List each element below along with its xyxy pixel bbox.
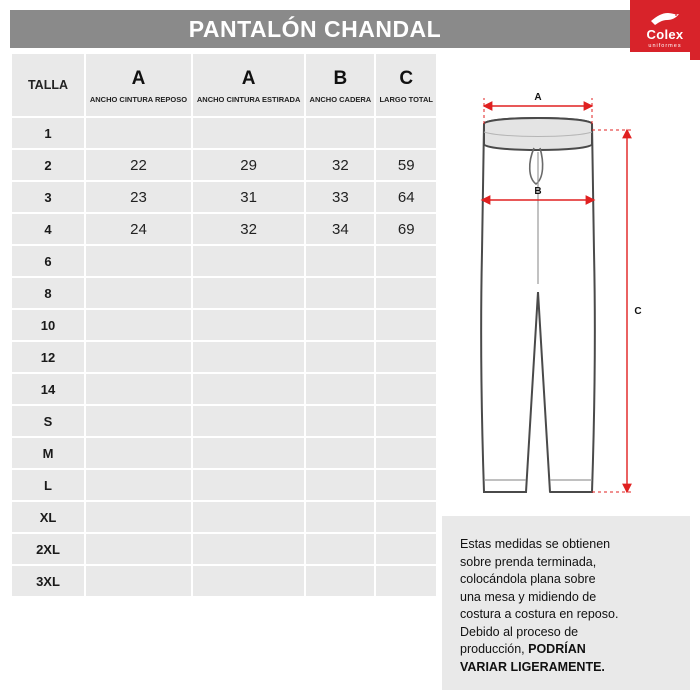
note-line-4: una mesa y midiendo de [460, 589, 597, 604]
cell-a-estirada [193, 246, 304, 276]
note-line-3: colocándola plana sobre [460, 572, 596, 586]
row-size-label: 1 [12, 118, 84, 148]
table-row [12, 438, 436, 468]
table-row [12, 534, 436, 564]
table-row [12, 566, 436, 596]
cell-a-reposo [86, 502, 191, 532]
label-b: B [534, 186, 542, 197]
note-bold-2: VARIAR LIGERAMENTE. [460, 659, 605, 674]
column-header-c-largo [376, 54, 436, 116]
cell-a-estirada [193, 374, 304, 404]
cell-c-largo [376, 278, 436, 308]
cell-b-cadera [306, 246, 374, 276]
cell-b-cadera [306, 118, 374, 148]
brand-logo [630, 0, 700, 60]
row-size-label: 3XL [12, 566, 84, 596]
cell-a-reposo [86, 470, 191, 500]
page-title: PANTALÓN CHANDAL [188, 15, 442, 42]
cell-b-cadera [306, 342, 374, 372]
cell-a-reposo [86, 310, 191, 340]
brand-tagline: uniformes [648, 43, 682, 49]
cell-a-estirada [193, 470, 304, 500]
pants-diagram [442, 52, 690, 512]
garment-illustration [442, 52, 690, 512]
table-row [12, 150, 436, 180]
table-row [12, 118, 436, 148]
cell-b-cadera [306, 502, 374, 532]
dimension-c [627, 130, 642, 492]
cell-b-cadera [306, 566, 374, 596]
cell-b-cadera [306, 278, 374, 308]
cell-c-largo [376, 470, 436, 500]
table-row [12, 502, 436, 532]
table-row [12, 214, 436, 244]
cell-c-largo [376, 118, 436, 148]
table-row [12, 310, 436, 340]
cell-a-reposo [86, 278, 191, 308]
row-size-label: 2XL [12, 534, 84, 564]
cell-a-estirada [193, 118, 304, 148]
cell-c-largo [376, 246, 436, 276]
cell-b-cadera: 32 [306, 150, 374, 180]
row-size-label: 2 [12, 150, 84, 180]
column-letter: B [333, 67, 348, 89]
cell-a-estirada [193, 534, 304, 564]
column-header-a-reposo [86, 54, 191, 116]
column-letter: A [241, 67, 256, 89]
table-body [12, 118, 436, 596]
row-size-label: 4 [12, 214, 84, 244]
table-row [12, 246, 436, 276]
cell-a-estirada [193, 566, 304, 596]
table-row [12, 470, 436, 500]
note-bold-1: PODRÍAN [528, 642, 586, 656]
cell-a-reposo [86, 342, 191, 372]
row-size-label: 10 [12, 310, 84, 340]
cell-a-reposo [86, 374, 191, 404]
table-row [12, 406, 436, 436]
cell-c-largo: 69 [376, 214, 436, 244]
column-letter: A [131, 67, 146, 89]
column-desc: LARGO TOTAL [379, 94, 433, 104]
label-a: A [534, 92, 542, 103]
cell-a-reposo [86, 534, 191, 564]
cell-a-reposo [86, 246, 191, 276]
cell-b-cadera: 34 [306, 214, 374, 244]
row-size-label: 14 [12, 374, 84, 404]
cell-a-reposo: 23 [86, 182, 191, 212]
cell-c-largo: 64 [376, 182, 436, 212]
row-size-label: 6 [12, 246, 84, 276]
note-line-6: Debido al proceso de [460, 624, 579, 639]
row-size-label: S [12, 406, 84, 436]
column-header-talla: TALLA [12, 54, 84, 116]
cell-c-largo [376, 438, 436, 468]
brand-name: Colex [646, 27, 684, 42]
cell-a-reposo [86, 566, 191, 596]
column-letter: C [399, 67, 414, 89]
cell-c-largo [376, 374, 436, 404]
measurements-table [10, 52, 438, 598]
label-c: C [634, 306, 642, 317]
cell-a-reposo [86, 438, 191, 468]
column-desc: ANCHO CINTURA REPOSO [89, 94, 188, 104]
cell-a-reposo: 24 [86, 214, 191, 244]
row-size-label: XL [12, 502, 84, 532]
size-table [10, 52, 438, 598]
cell-c-largo: 59 [376, 150, 436, 180]
table-row [12, 278, 436, 308]
column-desc: ANCHO CADERA [309, 94, 372, 104]
cell-c-largo [376, 406, 436, 436]
row-size-label: L [12, 470, 84, 500]
cell-b-cadera [306, 470, 374, 500]
cell-a-estirada: 32 [193, 214, 304, 244]
cell-a-reposo [86, 406, 191, 436]
note-line-1: Estas medidas se obtienen [460, 537, 611, 551]
cell-c-largo [376, 566, 436, 596]
table-row [12, 374, 436, 404]
cell-a-estirada [193, 310, 304, 340]
row-size-label: 8 [12, 278, 84, 308]
note-line-7: producción, [460, 642, 525, 656]
cell-b-cadera: 33 [306, 182, 374, 212]
cell-a-estirada: 29 [193, 150, 304, 180]
cell-a-estirada [193, 278, 304, 308]
cell-b-cadera [306, 438, 374, 468]
cell-a-reposo: 22 [86, 150, 191, 180]
table-row [12, 342, 436, 372]
cell-c-largo [376, 502, 436, 532]
header-bar [10, 10, 690, 48]
waistband [484, 118, 592, 150]
cell-a-estirada: 31 [193, 182, 304, 212]
cell-b-cadera [306, 406, 374, 436]
cell-a-estirada [193, 406, 304, 436]
note-line-5: costura a costura en reposo. [460, 607, 619, 621]
note-line-2: sobre prenda terminada, [460, 554, 597, 569]
cell-a-reposo [86, 118, 191, 148]
cell-a-estirada [193, 438, 304, 468]
eagle-icon [650, 12, 680, 28]
table-header-row [12, 54, 436, 116]
row-size-label: 12 [12, 342, 84, 372]
cell-a-estirada [193, 342, 304, 372]
measurement-note [442, 516, 690, 690]
row-size-label: M [12, 438, 84, 468]
cell-b-cadera [306, 534, 374, 564]
row-size-label: 3 [12, 182, 84, 212]
cell-c-largo [376, 342, 436, 372]
cell-b-cadera [306, 374, 374, 404]
column-header-b-cadera [306, 54, 374, 116]
cell-c-largo [376, 534, 436, 564]
cell-b-cadera [306, 310, 374, 340]
cell-c-largo [376, 310, 436, 340]
column-desc: ANCHO CINTURA ESTIRADA [196, 94, 301, 104]
cell-a-estirada [193, 502, 304, 532]
dimension-a [484, 92, 592, 106]
table-row [12, 182, 436, 212]
column-header-a-estirada [193, 54, 304, 116]
